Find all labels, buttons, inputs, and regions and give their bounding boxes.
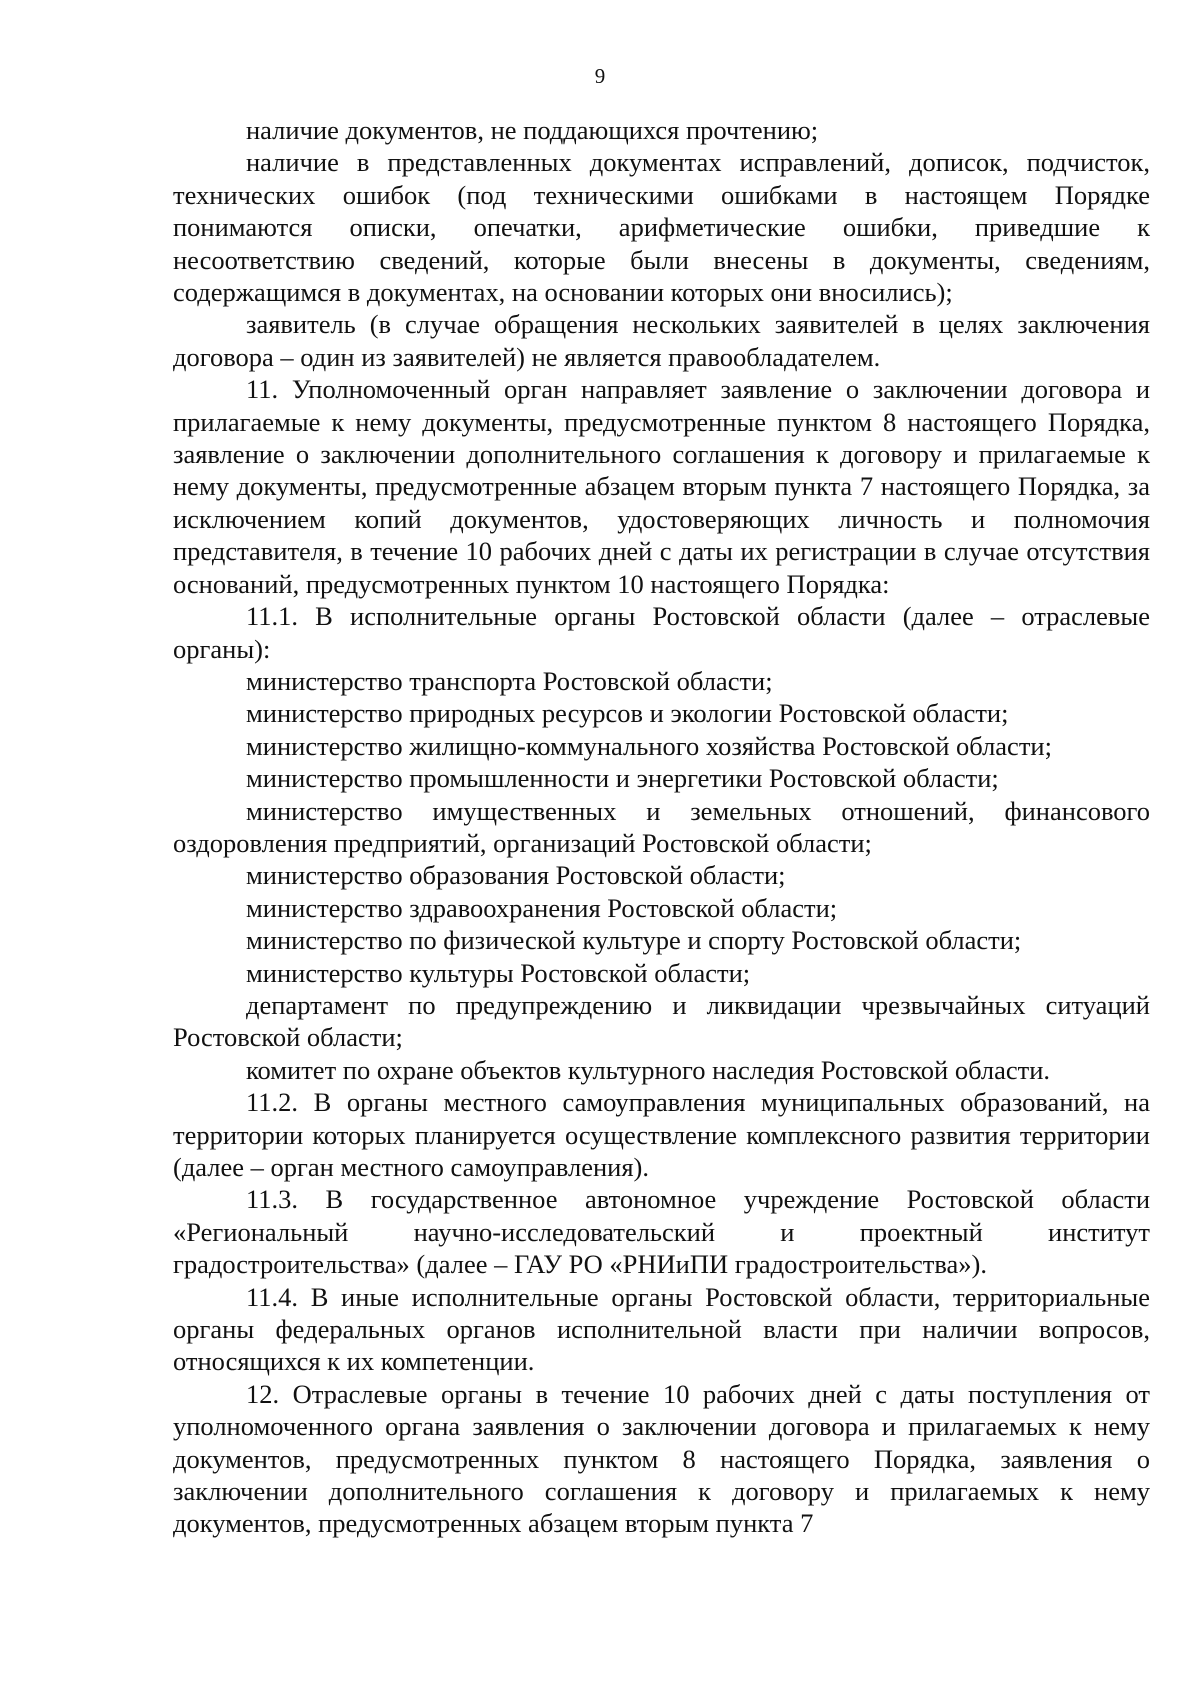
paragraph-item-11-4: 11.4. В иные исполнительные органы Ростовской области, территориальные органы федеральных органов исполнительной власти при наличии вопросов, относящихся к их компетенции. xyxy=(173,1281,1150,1377)
list-item-committee-heritage: комитет по охране объектов культурного наследия Ростовской области. xyxy=(246,1054,1051,1085)
paragraph-item-11-1: 11.1. В исполнительные органы Ростовской области (далее – отраслевые органы): xyxy=(173,601,1150,664)
list-item-ministry-sport: министерство по физической культуре и спорту Ростовской области; xyxy=(246,925,1022,956)
list-item-ministry-property: министерство имущественных и земельных отношений, финансового оздоровления предприятий, организаций Ростовской области; xyxy=(173,795,1150,858)
paragraph-item-11-2: 11.2. В органы местного самоуправления муниципальных образований, на территории которых планируется осуществление комплексного развития территории (далее – орган местного самоуправления). xyxy=(173,1087,1150,1182)
list-item-ministry-industry: министерство промышленности и энергетики Ростовской области; xyxy=(246,763,999,794)
list-item-ministry-culture: министерство культуры Ростовской области; xyxy=(246,957,751,988)
list-item-ministry-natural-resources: министерство природных ресурсов и экологии Ростовской области; xyxy=(246,698,1009,729)
paragraph-item-11-3: 11.3. В государственное автономное учреждение Ростовской области «Региональный научно-исследовательский и проектный институт градостроительства» (далее – ГАУ РО «РНИиПИ градостроительства»). xyxy=(173,1184,1150,1280)
paragraph-item-12: 12. Отраслевые органы в течение 10 рабочих дней с даты поступления от уполномоченного органа заявления о заключении договора и прилагаемых к нему документов, предусмотренных пунктом 8 настоящего Порядка, заявления о заключении дополнительного соглашения к договору и прилагаемых к нему документов, предусмотренных абзацем вторым пункта 7 xyxy=(173,1378,1150,1539)
paragraph-item-11: 11. Уполномоченный орган направляет заявление о заключении договора и прилагаемые к нему документы, предусмотренные пунктом 8 настоящего Порядка, заявление о заключении дополнительного соглашения к договору и прилагаемые к нему документы, предусмотренные абзацем вторым пункта 7 настоящего Порядка, за исключением копий документов, удостоверяющих личность и полномочия представителя, в течение 10 рабочих дней с даты их регистрации в случае отсутствия оснований, предусмотренных пунктом 10 настоящего Порядка: xyxy=(173,374,1150,599)
list-item-department-emergencies: департамент по предупреждению и ликвидации чрезвычайных ситуаций Ростовской области; xyxy=(173,989,1150,1053)
paragraph-corrections-in-documents: наличие в представленных документах исправлений, дописок, подчисток, технических ошибок (под техническими ошибками в настоящем Порядке понимаются описки, опечатки, арифметические ошибки, приведшие к несоответствию сведений, которые были внесены в документы, сведениям, содержащимся в документах, на основании которых они вносились); xyxy=(173,147,1150,308)
list-item-ministry-transport: министерство транспорта Ростовской области; xyxy=(246,665,773,696)
paragraph-applicant-not-rightholder: заявитель (в случае обращения нескольких заявителей в целях заключения договора – один из заявителей) не является правообладателем. xyxy=(173,309,1150,372)
page-number: 9 xyxy=(594,64,606,88)
list-item-ministry-health: министерство здравоохранения Ростовской области; xyxy=(246,892,838,923)
paragraph-unreadable-documents: наличие документов, не поддающихся прочтению; xyxy=(246,115,819,145)
list-item-ministry-education: министерство образования Ростовской области; xyxy=(246,860,786,891)
list-item-ministry-housing: министерство жилищно-коммунального хозяйства Ростовской области; xyxy=(246,730,1052,761)
document-body xyxy=(173,114,1150,1540)
